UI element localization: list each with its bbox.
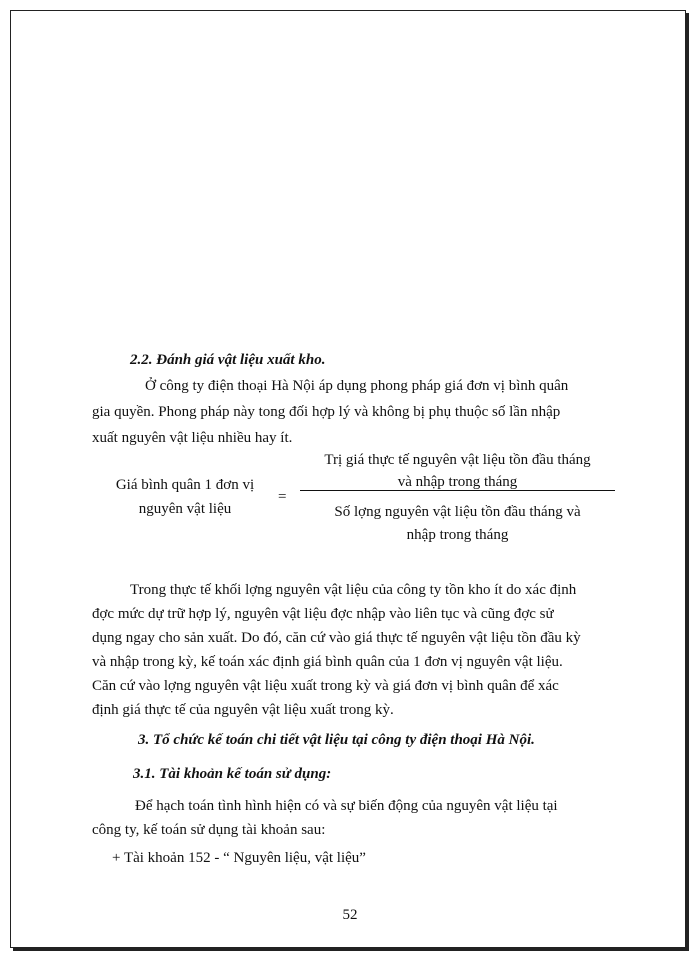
paragraph-line: định giá thực tế của nguyên vật liệu xuất trong kỳ. — [92, 702, 394, 718]
paragraph-line: dụng ngay cho sản xuất. Do đó, căn cứ vào giá thực tế nguyên vật liệu tồn đầu kỳ — [92, 630, 581, 646]
formula-equals: = — [278, 489, 287, 505]
formula-numerator-line2: và nhập trong tháng — [397, 474, 518, 490]
paragraph-line: đợc mức dự trữ hợp lý, nguyên vật liệu đợc nhập vào liên tục và cũng đợc sử — [92, 606, 554, 622]
page-number: 52 — [342, 907, 358, 923]
paragraph-line: Để hạch toán tình hình hiện có và sự biến động của nguyên vật liệu tại — [135, 798, 558, 814]
formula-lhs-line1: Giá bình quân 1 đơn vị — [115, 477, 255, 493]
formula-numerator-line1: Trị giá thực tế nguyên vật liệu tồn đầu tháng — [324, 452, 591, 468]
paragraph-line: Ở công ty điện thoại Hà Nội áp dụng phong pháp giá đơn vị bình quân — [145, 378, 569, 394]
paragraph-line: gia quyền. Phong pháp này tong đối hợp lý và không bị phụ thuộc số lần nhập — [92, 404, 561, 420]
paragraph-line: Trong thực tế khối lợng nguyên vật liệu của công ty tồn kho ít do xác định — [130, 582, 577, 598]
section-3-1-heading: 3.1. Tài khoản kế toán sử dụng: — [133, 766, 332, 782]
formula-lhs-line2: nguyên vật liệu — [138, 501, 232, 517]
paragraph-line: công ty, kế toán sử dụng tài khoản sau: — [92, 822, 326, 838]
account-list-item: + Tài khoản 152 - “ Nguyên liệu, vật liệu” — [112, 850, 366, 866]
section-2-2-heading: 2.2. Đánh giá vật liệu xuất kho. — [130, 352, 326, 368]
fraction-bar — [300, 490, 615, 491]
formula-denominator-line2: nhập trong tháng — [406, 527, 509, 543]
section-3-heading: 3. Tổ chức kế toán chi tiết vật liệu tại công ty điện thoại Hà Nội. — [138, 732, 535, 748]
paragraph-line: Căn cứ vào lợng nguyên vật liệu xuất trong kỳ và giá đơn vị bình quân để xác — [92, 678, 559, 694]
paragraph-line: và nhập trong kỳ, kế toán xác định giá bình quân của 1 đơn vị nguyên vật liệu. — [92, 654, 563, 670]
formula-denominator-line1: Số lợng nguyên vật liệu tồn đầu tháng và — [334, 504, 581, 520]
paragraph-line: xuất nguyên vật liệu nhiều hay ít. — [92, 430, 293, 446]
